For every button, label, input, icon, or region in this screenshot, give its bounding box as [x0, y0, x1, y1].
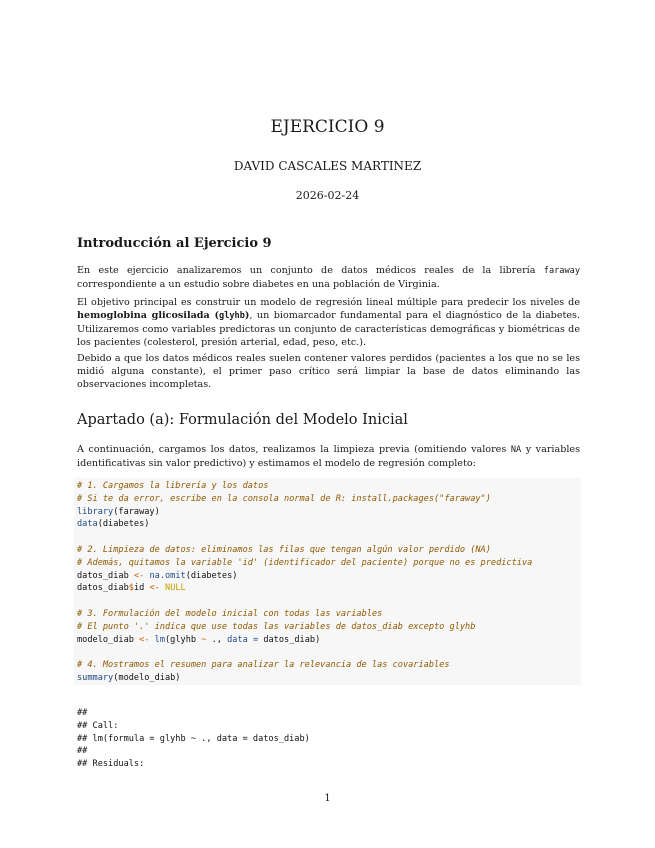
code-text: datos_diab	[77, 583, 129, 594]
section-a-heading: Apartado (a): Formulación del Modelo Inicial	[77, 412, 408, 428]
section-a-code: NA	[510, 445, 522, 455]
section-a-text-b: y variables identificativas sin valor predictivo) y estimamos el modelo de regresión completo:	[77, 444, 581, 469]
code-operator: <-	[139, 634, 150, 645]
intro-p2-bold	[77, 310, 249, 321]
code-operator: <-	[149, 583, 160, 594]
code-comment: # El punto '.' indica que use todas las variables de datos_diab excepto glyhb	[77, 621, 476, 632]
intro-paragraph-2	[77, 296, 580, 349]
code-comment: # Además, quitamos la variable 'id' (identificador del paciente) porque no es predictiva	[77, 557, 533, 568]
code-operator: $	[128, 583, 134, 594]
intro-p2-text-a: El objetivo principal es construir un modelo de regresión lineal múltiple para predecir los niveles de	[77, 297, 580, 308]
code-comment: # Si te da error, escribe en la consola normal de R: install.packages("faraway")	[77, 493, 491, 504]
intro-p2-text-b: , un biomarcador fundamental para el diagnóstico de la diabetes. Utilizaremos como variables predictoras un conjunto de características demográficas y biométricas de los pacientes (colesterol, presión arterial, edad, peso, etc.).	[77, 310, 581, 348]
section-a-paragraph	[77, 443, 580, 470]
code-text: datos_diab	[77, 570, 134, 581]
code-operator: ~	[201, 634, 207, 645]
code-keyword: NULL	[165, 583, 186, 594]
code-comment: # 2. Limpieza de datos: eliminamos las filas que tengan algún valor perdido (NA)	[77, 544, 491, 555]
code-function: lm	[154, 634, 165, 645]
intro-p1-code: faraway	[543, 266, 580, 276]
output-line: ##	[77, 708, 88, 718]
code-text: .,	[206, 634, 228, 645]
output-line: ##	[77, 746, 88, 757]
intro-paragraph-3: Debido a que los datos médicos reales suelen contener valores perdidos (pacientes a los que no se les midió alguna constante), el primer paso crítico será limpiar la base de datos eliminando las observaciones incompletas.	[77, 353, 580, 390]
code-text: (diabetes)	[97, 519, 150, 530]
code-text: (glyhb	[165, 634, 202, 645]
output-block	[77, 707, 310, 771]
output-line: ## lm(formula = glyhb ~ ., data = datos_diab)	[77, 733, 310, 744]
code-text: (faraway)	[113, 506, 160, 517]
document-title: EJERCICIO 9	[270, 117, 385, 137]
code-operator: <-	[133, 570, 145, 581]
document-date: 2026-02-24	[295, 189, 360, 202]
code-text: id	[133, 583, 150, 594]
code-comment: # 1. Cargamos la librería y los datos	[77, 481, 269, 491]
intro-p2-bold-code: glyhb	[219, 311, 245, 321]
intro-p2-bold-text: hemoglobina glicosilada (	[77, 310, 220, 321]
section-a-text-a: A continuación, cargamos los datos, realizamos la limpieza previa (omitiendo valores	[77, 444, 511, 455]
code-comment: # 3. Formulación del modelo inicial con todas las variables	[77, 608, 383, 619]
code-text: (modelo_diab)	[113, 672, 181, 683]
code-lines	[77, 480, 532, 685]
intro-heading: Introducción al Ejercicio 9	[77, 236, 272, 251]
code-comment: # 4. Mostramos el resumen para analizar la relevancia de las covariables	[77, 660, 450, 671]
code-text: modelo_diab	[77, 634, 140, 645]
page-number: 1	[324, 793, 331, 804]
code-block	[74, 478, 581, 685]
code-function: summary	[77, 672, 114, 683]
code-text: (diabetes)	[185, 570, 238, 581]
document-author: DAVID CASCALES MARTINEZ	[233, 159, 422, 173]
output-line: ## Residuals:	[77, 759, 145, 770]
code-argument: data =	[227, 634, 259, 645]
code-function: na.omit	[149, 570, 186, 581]
output-line: ## Call:	[77, 720, 119, 731]
code-function: data	[77, 519, 98, 530]
code-function: library	[77, 506, 114, 517]
intro-paragraph-1	[77, 264, 580, 291]
intro-p2-bold-end: )	[244, 310, 250, 321]
intro-p1-text-a: En este ejercicio analizaremos un conjunto de datos médicos reales de la librería	[77, 265, 544, 276]
code-text: datos_diab)	[258, 634, 321, 645]
intro-p1-text-b: correspondiente a un estudio sobre diabetes en una población de Virginia.	[77, 279, 440, 290]
